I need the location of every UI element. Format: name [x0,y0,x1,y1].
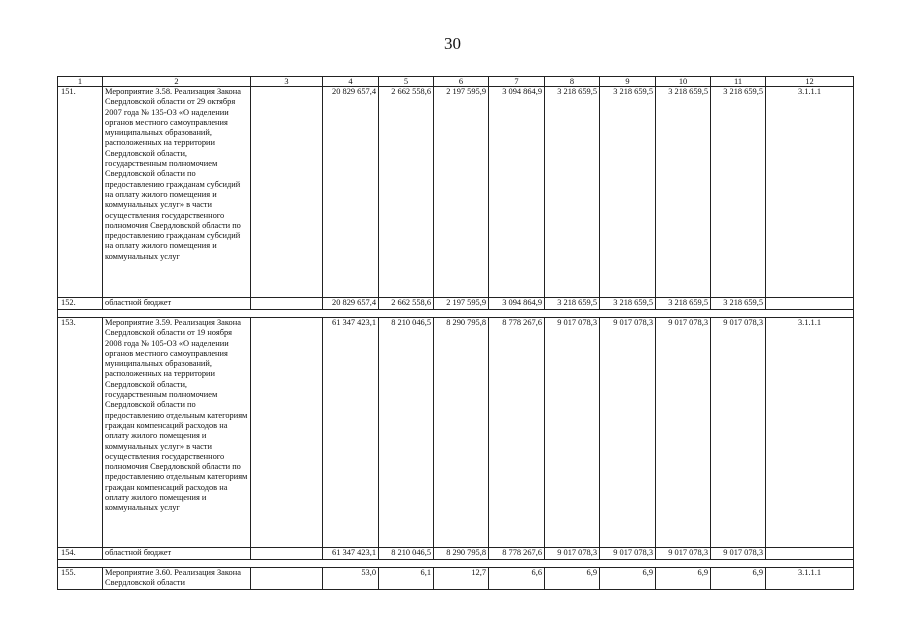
value-cell: 61 347 423,1 [323,548,379,560]
column-header: 7 [489,77,545,87]
row-code: 3.1.1.1 [766,87,854,298]
value-cell: 3 218 659,5 [600,87,656,298]
value-cell: 6,9 [600,568,656,590]
value-cell: 2 662 558,6 [379,298,434,310]
value-cell: 12,7 [434,568,489,590]
value-cell: 9 017 078,3 [656,548,711,560]
value-cell: 6,1 [379,568,434,590]
value-cell: 8 778 267,6 [489,548,545,560]
budget-table [57,76,854,590]
table-header-row [58,77,854,87]
row-number: 151. [58,87,103,298]
row-description: Мероприятие 3.58. Реализация Закона Свердловской области от 29 октября 2007 года № 135-ОЗ «О наделении органов местного самоуправления муниципальных образований, расположенных на территории Свердловской области, государственным полномочием Свердловской области по предоставлению гражданам субсидий на оплату жилого помещения и коммунальных услуг» в части осуществления государственного полномочия Свердловской области по предоставлению гражданам субсидий на оплату жилого помещения и коммунальных услуг [103,87,251,298]
value-cell: 6,9 [545,568,600,590]
value-cell: 8 778 267,6 [489,318,545,548]
value-cell: 3 094 864,9 [489,87,545,298]
column-header: 10 [656,77,711,87]
value-cell: 9 017 078,3 [600,548,656,560]
row-code: 3.1.1.1 [766,318,854,548]
value-cell: 2 197 595,9 [434,87,489,298]
value-cell: 3 094 864,9 [489,298,545,310]
value-cell: 8 290 795,8 [434,318,489,548]
value-cell: 2 662 558,6 [379,87,434,298]
row-code: 3.1.1.1 [766,568,854,590]
table-row [58,87,854,298]
value-cell: 3 218 659,5 [711,298,766,310]
column-header: 9 [600,77,656,87]
value-cell: 2 197 595,9 [434,298,489,310]
value-cell: 61 347 423,1 [323,318,379,548]
column-header: 12 [766,77,854,87]
column-header: 4 [323,77,379,87]
row-col3 [251,318,323,548]
row-code [766,298,854,310]
row-col3 [251,548,323,560]
value-cell: 6,9 [656,568,711,590]
value-cell: 9 017 078,3 [600,318,656,548]
row-code [766,548,854,560]
row-description: Мероприятие 3.60. Реализация Закона Свердловской области [103,568,251,590]
value-cell: 3 218 659,5 [545,298,600,310]
table-row [58,568,854,590]
table-row [58,318,854,548]
value-cell: 8 290 795,8 [434,548,489,560]
row-col3 [251,87,323,298]
page-number: 30 [444,34,461,53]
table-row [58,548,854,560]
column-header: 3 [251,77,323,87]
column-header: 2 [103,77,251,87]
value-cell: 9 017 078,3 [545,548,600,560]
value-cell: 3 218 659,5 [711,87,766,298]
row-number: 154. [58,548,103,560]
value-cell: 53,0 [323,568,379,590]
column-header: 11 [711,77,766,87]
value-cell: 8 210 046,5 [379,318,434,548]
value-cell: 9 017 078,3 [545,318,600,548]
value-cell: 3 218 659,5 [545,87,600,298]
row-gap [58,560,854,568]
row-description: областной бюджет [103,298,251,310]
column-header: 1 [58,77,103,87]
value-cell: 6,9 [711,568,766,590]
column-header: 5 [379,77,434,87]
row-gap [58,310,854,318]
value-cell: 20 829 657,4 [323,298,379,310]
value-cell: 9 017 078,3 [711,318,766,548]
row-number: 152. [58,298,103,310]
row-number: 153. [58,318,103,548]
row-description: Мероприятие 3.59. Реализация Закона Свердловской области от 19 ноября 2008 года № 105-ОЗ «О наделении органов местного самоуправления муниципальных образований, расположенных на территории Свердловской области, государственным полномочием Свердловской области по предоставлению отдельным категориям граждан компенсаций расходов на оплату жилого помещения и коммунальных услуг» в части осуществления государственного полномочия Свердловской области по предоставлению отдельным категориям граждан компенсаций расходов на оплату жилого помещения и коммунальных услуг [103,318,251,548]
value-cell: 3 218 659,5 [600,298,656,310]
value-cell: 3 218 659,5 [656,87,711,298]
column-header: 6 [434,77,489,87]
value-cell: 9 017 078,3 [656,318,711,548]
row-col3 [251,298,323,310]
column-header: 8 [545,77,600,87]
row-description: областной бюджет [103,548,251,560]
row-number: 155. [58,568,103,590]
value-cell: 3 218 659,5 [656,298,711,310]
value-cell: 8 210 046,5 [379,548,434,560]
row-col3 [251,568,323,590]
value-cell: 20 829 657,4 [323,87,379,298]
value-cell: 9 017 078,3 [711,548,766,560]
value-cell: 6,6 [489,568,545,590]
table-row [58,298,854,310]
